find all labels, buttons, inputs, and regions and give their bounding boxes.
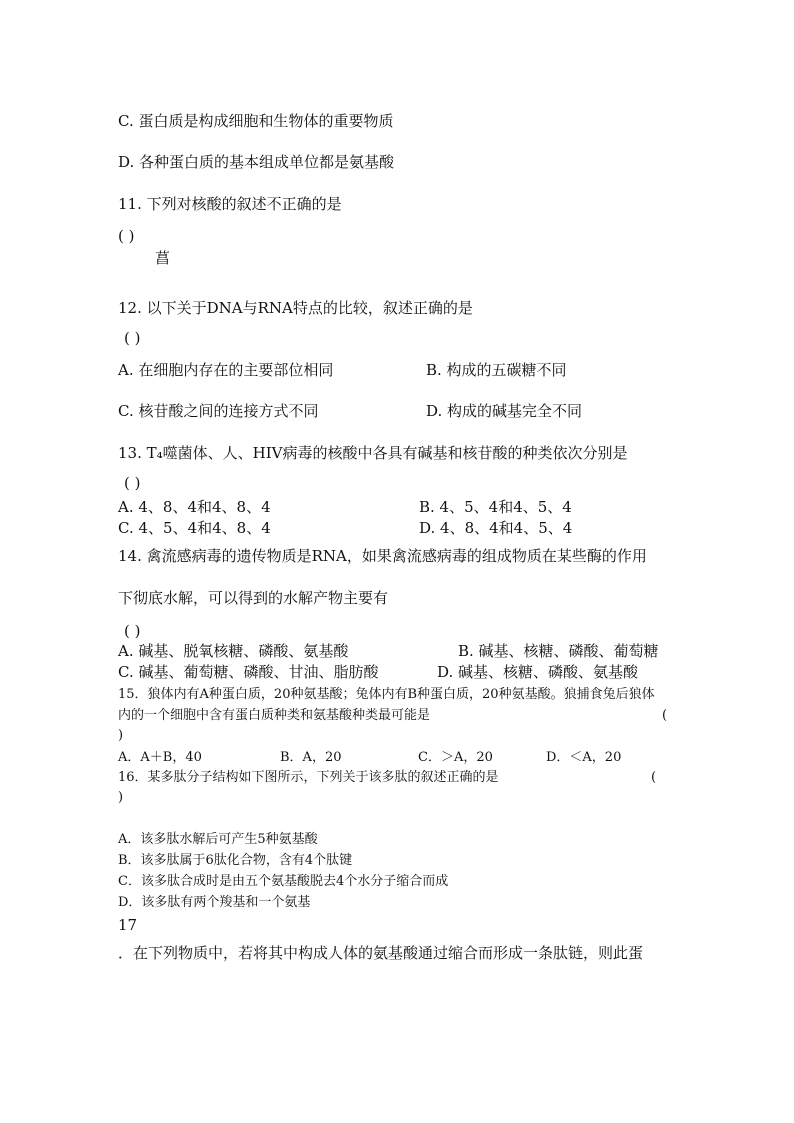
- q13-option-c: C. 4、5、4和4、8、4: [118, 519, 271, 537]
- question-16-paren-open: (: [651, 770, 657, 785]
- question-12: 12. 以下关于DNA与RNA特点的比较，叙述正确的是: [118, 299, 473, 317]
- q13-option-b: B. 4、5、4和4、5、4: [419, 498, 572, 516]
- q15-option-d: D．＜A，20: [546, 750, 622, 765]
- q12-option-d: D. 构成的碱基完全不同: [426, 402, 583, 420]
- q13-option-a: A. 4、8、4和4、8、4: [118, 498, 271, 516]
- question-14-line-2: 下彻底水解，可以得到的水解产物主要有: [118, 589, 389, 607]
- question-11: 11. 下列对核酸的叙述不正确的是: [118, 195, 342, 213]
- q16-option-a: A．该多肽水解后可产生5种氨基酸: [118, 832, 318, 847]
- q15-option-a: A．A＋B，40: [118, 750, 202, 765]
- q14-option-c: C. 碱基、葡萄糖、磷酸、甘油、脂肪酸: [118, 663, 379, 681]
- q16-option-d: D．该多肽有两个羧基和一个氨基: [118, 895, 311, 910]
- q16-option-b: B．该多肽属于6肽化合物，含有4个肽键: [118, 853, 353, 868]
- question-14-answer-paren: ( ): [124, 622, 141, 640]
- q12-option-a: A. 在细胞内存在的主要部位相同: [118, 361, 334, 379]
- question-15-paren-close: ): [118, 728, 124, 743]
- q14-option-d: D. 碱基、核糖、磷酸、氨基酸: [437, 663, 639, 681]
- question-11-answer-paren: ( ): [118, 227, 135, 245]
- q12-option-b: B. 构成的五碳糖不同: [426, 361, 567, 379]
- q16-option-c: C．该多肽合成时是由五个氨基酸脱去4个水分子缩合而成: [118, 874, 449, 889]
- question-14-line-1: 14. 禽流感病毒的遗传物质是RNA，如果禽流感病毒的组成物质在某些酶的作用: [118, 547, 647, 565]
- q10-option-c: C. 蛋白质是构成细胞和生物体的重要物质: [118, 112, 394, 130]
- question-16-paren-close: ): [118, 790, 124, 805]
- q10-option-d: D. 各种蛋白质的基本组成单位都是氨基酸: [118, 153, 395, 171]
- q15-option-b: B．A，20: [280, 750, 342, 765]
- question-13-answer-paren: ( ): [124, 474, 141, 492]
- question-12-answer-paren: ( ): [124, 329, 141, 347]
- question-15-paren-open: (: [662, 708, 668, 723]
- q12-option-c: C. 核苷酸之间的连接方式不同: [118, 402, 319, 420]
- q13-option-d: D. 4、8、4和4、5、4: [419, 519, 573, 537]
- question-15-line-1: 15．狼体内有A种蛋白质，20种氨基酸；兔体内有B种蛋白质，20种氨基酸。狼捕食兔后狼体: [118, 687, 655, 702]
- question-16: 16．某多肽分子结构如下图所示，下列关于该多肽的叙述正确的是: [118, 770, 499, 785]
- question-17-number: 17: [118, 916, 138, 934]
- question-11-mark: 菖: [155, 249, 171, 267]
- question-13: 13. T₄噬菌体、人、HIV病毒的核酸中各具有碱基和核苷酸的种类依次分别是: [118, 444, 628, 462]
- q15-option-c: C．＞A，20: [418, 750, 493, 765]
- q14-option-b: B. 碱基、核糖、磷酸、葡萄糖: [458, 642, 659, 660]
- question-15-line-2: 内的一个细胞中含有蛋白质种类和氨基酸种类最可能是: [118, 708, 431, 723]
- q14-option-a: A. 碱基、脱氧核糖、磷酸、氨基酸: [118, 642, 349, 660]
- question-17-text: ．在下列物质中，若将其中构成人体的氨基酸通过缩合而形成一条肽链，则此蛋: [118, 944, 644, 962]
